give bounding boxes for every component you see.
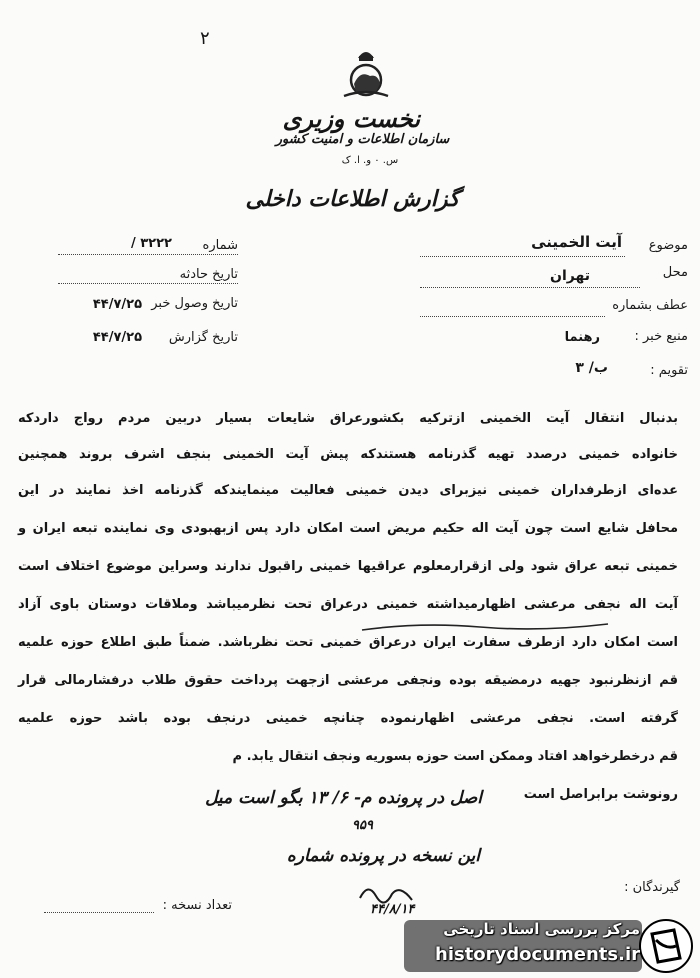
received-date-label: تاریخ وصول خبر (151, 296, 238, 311)
source-label: منبع خبر : (634, 329, 688, 344)
body-line: قم ازنظرنبود جهیه درمضیقه بوده ونجفی مرعشی ازجهت پرداخت حقوق طلاب درفشارمالی قرار (18, 673, 678, 688)
report-date-label: تاریخ گزارش (168, 330, 238, 345)
subject-value: آیت الخمینی (531, 233, 622, 251)
lion-and-sun-emblem-icon (336, 44, 396, 102)
incident-date-label: تاریخ حادثه (179, 267, 238, 282)
body-line: رونوشت برابراصل است (523, 787, 678, 802)
header-organization: سازمان اطلاعات و امنیت کشور (275, 132, 450, 147)
header-code: س. ۰ و. ا. ک (341, 155, 399, 166)
rating-label: تقویم : (650, 363, 688, 378)
handwritten-note-1: اصل در پرونده م- ۶/ ۱۳ بگو است میل (205, 788, 482, 808)
body-line: خانواده خمینی درصدد تهیه گذرنامه هستندکه پیش آیت الخمینی بنجف اشرف بروند همچنین (18, 447, 678, 462)
body-line: عده‌ای ازطرفداران خمینی نیزبرای دیدن خمینی فعالیت مینمایندکه گذرنامه اخذ نمایند در این (18, 483, 678, 498)
handwritten-date: ۴۴/۸/۱۴ (370, 902, 415, 917)
report-title: گزارش اطلاعات داخلی (245, 186, 460, 212)
watermark-site: historydocuments.ir (435, 944, 640, 965)
recipients-label: گیرندگان : (624, 880, 680, 895)
location-dotted-line (420, 287, 640, 288)
received-date-value: ۴۴/۷/۲۵ (92, 297, 142, 312)
copies-dotted-line (44, 912, 154, 913)
body-line: قم درخطرخواهد افتاد وممکن است حوزه بسوریه ونجف انتقال یابد. م (232, 749, 678, 764)
body-line: گرفته است. نجفی مرعشی اظهارنموده چنانچه خمینی درنجف بوده باشد حوزه علمیه (18, 711, 678, 726)
source-value: رهنما (564, 330, 600, 345)
subject-label: موضوع (648, 238, 688, 253)
handwritten-underline (360, 618, 610, 638)
copies-label: تعداد نسخه : (162, 898, 232, 913)
rating-value: ب/ ۳ (575, 360, 608, 376)
number-label: شماره (202, 238, 238, 253)
body-line: بدنبال انتقال آیت الخمینی ازترکیه بکشورعراق شایعات بسیار دربین مردم رواج داردکه (18, 411, 678, 426)
body-line: آیت اله نجفی مرعشی اظهارمیداشته خمینی درعراق تحت نظرمیباشد وملاقات دوستان باوی آزاد (18, 597, 678, 612)
watermark-org-name: مرکز بررسی اسناد تاریخی (443, 920, 640, 938)
incident-date-dotted-line (58, 283, 238, 284)
location-label: محل (662, 265, 688, 280)
report-date-value: ۴۴/۷/۲۵ (92, 330, 142, 345)
handwritten-number: ۹۵۹ (352, 818, 373, 833)
body-line: خمینی تبعه عراق شود ولی ازقرارمعلوم عراقیها خمینی راقبول ندارند وسراین موضوع اختلاف است (18, 559, 678, 574)
number-dotted-line (58, 254, 238, 255)
header-title: نخست وزیری (282, 104, 420, 133)
handwritten-note-2: این نسخه در پرونده شماره (286, 846, 480, 866)
reference-label: عطف بشماره (612, 298, 688, 313)
location-value: تهران (550, 268, 590, 284)
subject-dotted-line (420, 256, 625, 257)
body-line: محافل شایع است چون آیت اله حکیم مریض است امکان دارد پس ازبهبودی وی نماینده تبعه ایران و (18, 521, 678, 536)
number-value: ۳۲۲۲ / (130, 236, 172, 251)
reference-dotted-line (420, 316, 605, 317)
body-line: است امکان دارد ازطرف سفارت ایران درعراق خمینی تحت نظرباشد. ضمناً طبق اطلاع حوزه علمیه (18, 635, 678, 650)
corner-mark: ۲ (200, 28, 210, 49)
